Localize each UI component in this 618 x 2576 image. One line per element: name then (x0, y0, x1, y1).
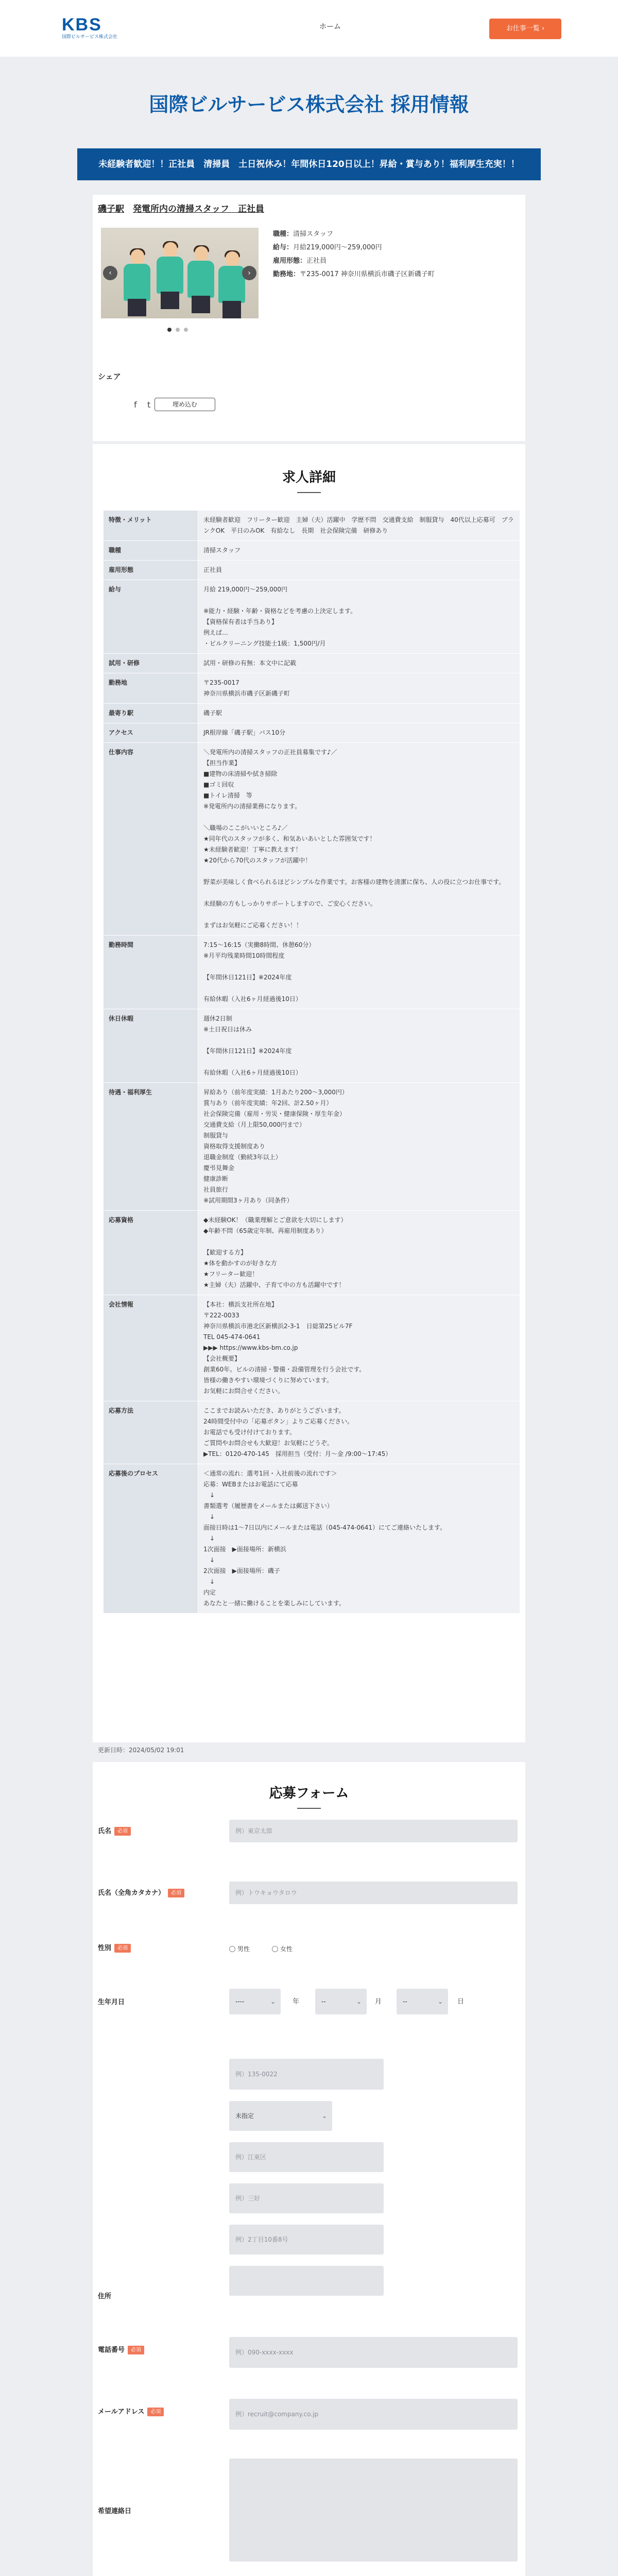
job-photo-carousel[interactable] (101, 228, 259, 318)
detail-row (104, 1083, 520, 1211)
summary-row: 勤務地：〒235-0017 神奈川県横浜市磯子区新磯子町 (273, 270, 435, 278)
company-logo[interactable] (62, 15, 126, 42)
detail-key: 勤務時間 (104, 936, 198, 1009)
gender-label: 性別 必須 (98, 1943, 131, 1954)
summary-row: 雇用形態：正社員 (273, 257, 327, 265)
detail-value: 試用・研修の有無：本文中に記載 (198, 654, 520, 673)
detail-row (104, 1295, 520, 1401)
detail-key: アクセス (104, 723, 198, 743)
birth-day-unit: 日 (457, 1998, 465, 2006)
detail-value: 正社員 (198, 561, 520, 580)
job-detail-table (103, 510, 520, 1614)
logo-mark: KBS (62, 15, 102, 35)
job-title-station: 磯子駅 (98, 204, 124, 214)
detail-row (104, 743, 520, 936)
name-label: 氏名 必須 (98, 1826, 131, 1837)
tel-input[interactable]: 例）090-xxxx-xxxx (229, 2337, 518, 2368)
kana-label: 氏名（全角カタカナ） 必須 (98, 1888, 184, 1899)
carousel-dot[interactable] (176, 328, 180, 332)
detail-key: 給与 (104, 580, 198, 654)
catch-banner: 未経験者歓迎！！正社員 清掃員 土日祝休み！年間休日120日以上！昇給・賞与あり！福利厚生充実！！ (77, 148, 541, 180)
detail-row (104, 580, 520, 654)
job-list-button[interactable]: お仕事一覧 › (489, 19, 561, 39)
updated-at: 更新日時：2024/05/02 19:01 (98, 1747, 184, 1754)
staff-photo-figure (122, 249, 152, 318)
nav-home-link[interactable]: ホーム (319, 23, 341, 31)
detail-value: 月給 219,000円〜259,000円 ※能力・経験・年齢・資格などを考慮の上決定します。 【資格保有者は手当あり】 例えば… ・ビルクリーニング技能士1級：1,500円/月 (198, 580, 520, 654)
detail-row (104, 541, 520, 561)
contact-date-label: 希望連絡日 (98, 2507, 132, 2515)
job-title-main: 発電所内の清掃スタッフ 正社員 (133, 204, 264, 214)
facebook-icon[interactable]: f (134, 400, 137, 410)
email-label: メールアドレス 必須 (98, 2407, 164, 2417)
detail-row (104, 673, 520, 704)
carousel-prev-icon[interactable]: ‹ (103, 266, 117, 280)
detail-key: 待遇・福利厚生 (104, 1083, 198, 1211)
detail-row (104, 1009, 520, 1083)
gender-female-radio[interactable]: 女性 (272, 1944, 293, 1954)
detail-key: 試用・研修 (104, 654, 198, 673)
birth-day-select[interactable]: -- ⌄ (397, 1989, 448, 2014)
detail-value: 昇給あり（前年度実績：1月あたり200〜3,000円） 賞与あり（前年度実績：年2回、計2.50ヶ月） 社会保険完備（雇用・労災・健康保険・厚生年金） 交通費支給（月上限50,000円まで） 制服貸与 資格取得支援制度あり 退職金制度（勤続3年以上） 慶弔見舞金 健康診断 社員旅行 ※試用期間3ヶ月あり（同条件） (198, 1083, 520, 1211)
detail-key: 特徴・メリット (104, 511, 198, 541)
chevron-down-icon: ⌄ (270, 1998, 276, 2005)
detail-key: 最寄り駅 (104, 704, 198, 723)
detail-row (104, 654, 520, 673)
embed-button[interactable]: 埋め込む (154, 398, 215, 411)
detail-value: JR根岸線「磯子駅」バス10分 (198, 723, 520, 743)
tel-label: 電話番号 必須 (98, 2345, 144, 2355)
job-title[interactable] (98, 203, 264, 216)
city-input[interactable]: 例）江東区 (229, 2142, 384, 2172)
detail-key: 仕事内容 (104, 743, 198, 936)
detail-value: 磯子駅 (198, 704, 520, 723)
kana-input[interactable]: 例）トウキョウタロウ (229, 1882, 518, 1904)
detail-value: 清掃スタッフ (198, 541, 520, 561)
carousel-dot[interactable] (184, 328, 188, 332)
share-heading: シェア (98, 372, 121, 381)
site-header (0, 0, 618, 57)
staff-photo-figure (216, 251, 247, 318)
birth-year-select[interactable]: ---- ⌄ (229, 1989, 281, 2014)
detail-value: 週休2日制 ※土日祝日は休み 【年間休日121日】※2024年度 有給休暇（入社6ヶ月経過後10日） (198, 1009, 520, 1083)
detail-row (104, 1464, 520, 1614)
town-input[interactable]: 例）三好 (229, 2183, 384, 2213)
detail-key: 応募方法 (104, 1401, 198, 1464)
detail-key: 雇用形態 (104, 561, 198, 580)
detail-row (104, 561, 520, 580)
detail-row (104, 511, 520, 541)
detail-key: 会社情報 (104, 1295, 198, 1401)
chevron-down-icon: ⌄ (437, 1998, 443, 2005)
building-input[interactable] (229, 2266, 384, 2296)
job-summary (273, 228, 435, 281)
detail-value: 〒235-0017 神奈川県横浜市磯子区新磯子町 (198, 673, 520, 704)
twitter-icon[interactable]: t (147, 400, 151, 410)
email-input[interactable]: 例）recruit@company.co.jp (229, 2399, 518, 2430)
detail-value: ＼発電所内の清掃スタッフの正社員募集です♪／ 【担当作業】 ■建物の床清掃や拭き掃除 ■ゴミ回収 ■トイレ清掃 等 ※発電所内の清掃業務になります。 ＼職場のここがいいところ♪／ ★同年代のスタッフが多く、和気あいあいとした雰囲気です！ ★未経験者歓迎！丁寧に教えます！ ★20代から70代のスタッフが活躍中！ 野菜が美味しく食べられるほどシンプルな作業です。お客様の建物を清潔に保ち、人の役に立つお仕事です。 未経験の方もしっかりサポートしますので、ご安心ください。 まずはお気軽にご応募ください！！ (198, 743, 520, 936)
detail-key: 職種 (104, 541, 198, 561)
detail-value: ＜通常の流れ：選考1回・入社前後の流れです＞ 応募：WEBまたはお電話にて応募 ↓ 書類選考（履歴書をメールまたは郵送下さい） ↓ 面接日時は1〜7日以内にメールまたは電話（045-474-0641）にてご連絡いたします。 ↓ 1次面接 ▶面接場所：新横浜 ↓ 2次面接 ▶面接場所：磯子 ↓ 内定 あなたと一緒に働けることを楽しみにしています。 (198, 1464, 520, 1614)
summary-row: 給与：月給219,000円〜259,000円 (273, 244, 382, 251)
job-detail-heading: 求人詳細 (0, 468, 618, 493)
logo-subtitle: 国際ビルサービス株式会社 (62, 35, 118, 40)
detail-key: 休日休暇 (104, 1009, 198, 1083)
birthdate-label: 生年月日 (98, 1998, 125, 2006)
zip-input[interactable]: 例）135-0022 (229, 2059, 384, 2090)
detail-row (104, 723, 520, 743)
detail-row (104, 704, 520, 723)
carousel-dot[interactable] (167, 328, 171, 332)
page-title: 国際ビルサービス株式会社 採用情報 (149, 93, 469, 116)
chevron-down-icon: ⌄ (356, 1998, 362, 2005)
chevron-down-icon: ⌄ (321, 2112, 327, 2120)
detail-value: 【本社：横浜支社所在地】 〒222-0033 神奈川県横浜市港北区新横浜2-3-1 日総第25ビル7F TEL 045-474-0641 ▶▶▶ https://www.kbs-bm.co.jp 【会社概要】 創業60年。ビルの清掃・警備・設備管理を行う会社です。 皆様の働きやすい環境づくりに努めています。 お気軽にお問合せください。 (198, 1295, 520, 1401)
detail-value: ◆未経験OK！（職業理解とご意欲を大切にします） ◆年齢不問（65歳定年制、再雇用制度あり） 【歓迎する方】 ★体を動かすのが好きな方 ★フリーター歓迎！ ★主婦（夫）活躍中、子育て中の方も活躍中です！ (198, 1211, 520, 1295)
apply-form-heading: 応募フォーム (0, 1784, 618, 1809)
detail-key: 応募資格 (104, 1211, 198, 1295)
summary-row: 職種：清掃スタッフ (273, 230, 334, 238)
prefecture-select[interactable]: 未指定 ⌄ (229, 2101, 332, 2131)
carousel-next-icon[interactable]: › (242, 266, 256, 280)
name-input[interactable]: 例）東京太郎 (229, 1820, 518, 1842)
detail-value: ここまでお読みいただき、ありがとうございます。 24時間受付中の「応募ボタン」よりご応募ください。 お電話でも受け付けております。 ご質問やお問合せも大歓迎！お気軽にどうぞ。 ▶TEL：0120-470-145 採用担当（受付：月〜金 /9:00〜17:45） (198, 1401, 520, 1464)
staff-photo-figure (185, 246, 216, 318)
birth-year-unit: 年 (293, 1998, 300, 2006)
staff-photo-figure (154, 242, 185, 316)
detail-row (104, 1401, 520, 1464)
contact-date-textarea[interactable] (229, 2459, 518, 2562)
detail-key: 応募後のプロセス (104, 1464, 198, 1614)
birth-month-select[interactable]: -- ⌄ (315, 1989, 367, 2014)
street-input[interactable]: 例）2丁目10番8号 (229, 2225, 384, 2255)
detail-row (104, 1211, 520, 1295)
birth-month-unit: 月 (375, 1998, 382, 2006)
address-label: 住所 (98, 2293, 112, 2300)
gender-male-radio[interactable]: 男性 (229, 1944, 250, 1954)
detail-value: 未経験者歓迎 フリーター歓迎 主婦（夫）活躍中 学歴不問 交通費支給 制服貸与 40代以上応募可 ブランクOK 平日のみOK 有給なし 長期 社会保険完備 研修あり (198, 511, 520, 541)
carousel-dots (167, 328, 192, 332)
detail-row (104, 936, 520, 1009)
detail-key: 勤務地 (104, 673, 198, 704)
detail-value: 7:15〜16:15（実働8時間、休憩60分） ※月平均残業時間10時間程度 【年間休日121日】※2024年度 有給休暇（入社6ヶ月経過後10日） (198, 936, 520, 1009)
